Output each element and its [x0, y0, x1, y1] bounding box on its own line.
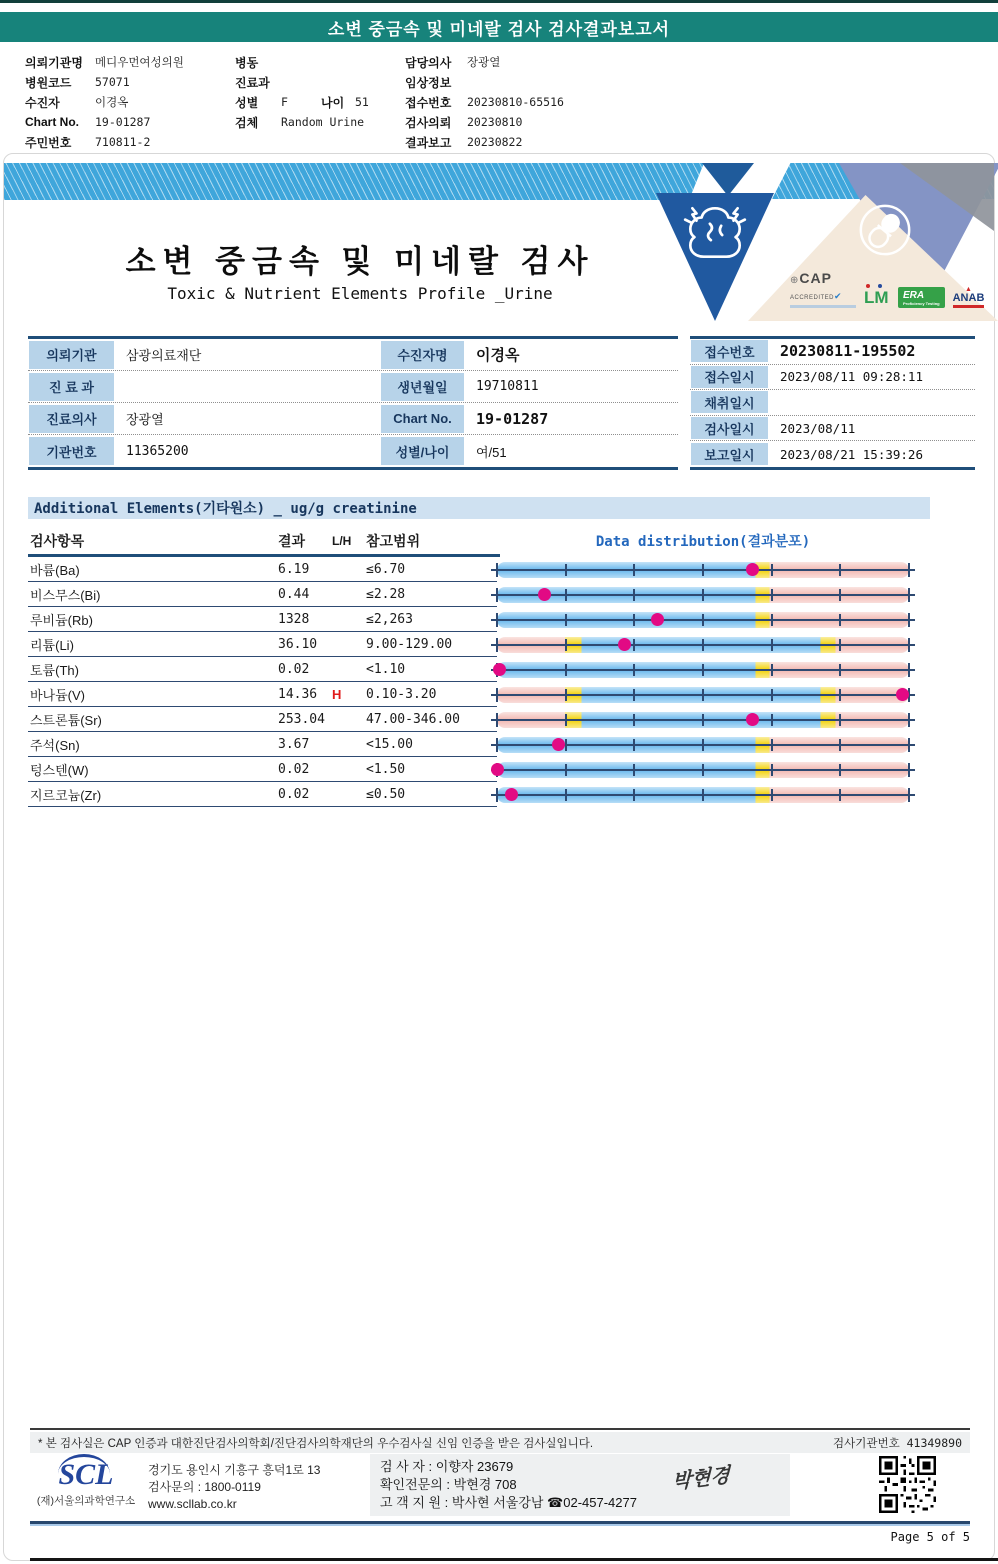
footer-rule [30, 1521, 970, 1526]
lab-address-block [148, 1462, 320, 1513]
bar-tick [702, 789, 704, 801]
bar-tick [839, 714, 841, 726]
bar-tick [908, 638, 910, 652]
col-header-distribution: Data distribution(결과분포) [595, 534, 811, 550]
bar-tick [565, 589, 567, 601]
bottom-border [30, 1558, 998, 1561]
field-value: 20230822 [467, 135, 523, 149]
check-icon: ✔ [834, 291, 842, 301]
accreditation-logos [790, 271, 984, 308]
field-label: 진료과 [235, 75, 270, 90]
cap-accredited-text: ACCREDITED [790, 295, 835, 301]
table-row [28, 682, 922, 707]
capsule-icon [856, 201, 914, 259]
bar-tick [771, 614, 773, 626]
field-value: 51 [355, 95, 369, 109]
row-text [28, 582, 497, 607]
era-logo: ERA Proficiency Testing [898, 287, 945, 308]
bar-tick [771, 789, 773, 801]
element-name: 텅스텐(W) [30, 762, 89, 778]
distribution-zone [497, 632, 909, 657]
bar-tick [633, 639, 635, 651]
distribution-bar [497, 712, 909, 728]
patient-header-col2 [235, 52, 403, 132]
distribution-zone [497, 557, 909, 582]
field-label: 담당의사 [405, 55, 452, 70]
distribution-bar [497, 662, 909, 678]
patient-header-col3 [405, 52, 705, 152]
cell-label: Chart No. [381, 405, 464, 433]
result-value: 36.10 [278, 636, 318, 652]
certification-note [30, 1432, 970, 1453]
distribution-bar [497, 787, 909, 803]
bar-tick [702, 639, 704, 651]
bar-tick [839, 689, 841, 701]
table-row [28, 607, 922, 632]
bar-tick [633, 789, 635, 801]
distribution-bar [497, 612, 909, 628]
lm-logo: LM [864, 288, 890, 308]
field-label: 검체 [235, 115, 259, 130]
result-value: 14.36 [278, 686, 318, 702]
element-name: 주석(Sn) [30, 737, 80, 753]
table-row [690, 390, 975, 416]
cell-value: 19710811 [476, 379, 539, 394]
distribution-zone [497, 582, 909, 607]
bar-tick [565, 664, 567, 676]
bar-tick [839, 764, 841, 776]
section-title: Additional Elements(기타원소) _ ug/g creatinine [34, 501, 417, 517]
field-label: 수진자 [25, 95, 60, 110]
table-row [28, 657, 922, 682]
cell-value: 20230811-195502 [780, 342, 916, 361]
cell-label: 접수일시 [691, 366, 768, 388]
reference-range: ≤2.28 [366, 586, 406, 602]
lh-flag: H [332, 686, 342, 702]
table-row [28, 632, 922, 657]
field-label: 접수번호 [405, 95, 452, 110]
bar-tick [633, 689, 635, 701]
field-label: 임상정보 [405, 75, 452, 90]
cell-value: 2023/08/21 15:39:26 [780, 446, 923, 462]
bar-tick [908, 763, 910, 777]
field-value: 710811-2 [95, 135, 151, 149]
bar-tick [908, 588, 910, 602]
table-row [28, 782, 922, 807]
bar-tick [496, 563, 498, 577]
field-label: 병원코드 [25, 75, 72, 90]
note-text: * 본 검사실은 CAP 인증과 대한진단검사의학회/진단검사의학재단의 우수검사실 신임 인증을 받은 검사실입니다. [38, 1437, 594, 1450]
element-name: 루비듐(Rb) [30, 612, 93, 628]
field-value: 20230810 [467, 115, 523, 129]
lab-org-name: (재)서울의과학연구소 [36, 1495, 136, 1507]
distribution-bar [497, 762, 909, 778]
bar-tick [633, 664, 635, 676]
reference-range: ≤2,263 [366, 611, 413, 627]
table-row [28, 371, 678, 403]
table-row [690, 365, 975, 391]
cell-value: 2023/08/11 [780, 420, 856, 436]
reference-range: 9.00-129.00 [366, 636, 453, 652]
results-rows [28, 557, 922, 807]
page-title: 소변 중금속 및 미네랄 검사 [125, 244, 595, 279]
distribution-zone [497, 732, 909, 757]
element-name: 리튬(Li) [30, 637, 74, 653]
field-value: 장광열 [467, 57, 501, 69]
cap-gear-icon: ⊕ [790, 275, 799, 286]
table-row [28, 707, 922, 732]
order-info-table [28, 336, 678, 470]
bar-tick [771, 639, 773, 651]
bar-tick [702, 689, 704, 701]
cell-label: 검사일시 [691, 417, 768, 439]
cell-value: 여/51 [476, 444, 507, 460]
row-text [28, 632, 497, 657]
bar-tick [908, 663, 910, 677]
bar-tick [496, 688, 498, 702]
report-title-bar [0, 12, 998, 42]
row-text [28, 757, 497, 782]
reference-range: 0.10-3.20 [366, 686, 437, 702]
row-text [28, 557, 497, 582]
distribution-zone [497, 657, 909, 682]
bar-tick [633, 589, 635, 601]
reference-range: 47.00-346.00 [366, 711, 460, 727]
bar-tick [839, 739, 841, 751]
distribution-zone [497, 682, 909, 707]
distribution-bar [497, 562, 909, 578]
bar-tick [771, 564, 773, 576]
cell-label: 진료의사 [29, 405, 114, 433]
bar-tick [908, 563, 910, 577]
cell-value: 삼광의료재단 [126, 348, 202, 363]
footer [30, 1456, 970, 1519]
lab-phone: 검사문의 : 1800-0119 [148, 1480, 261, 1494]
cap-logo-text: CAP [799, 270, 832, 286]
field-label: 병동 [235, 55, 259, 70]
examiner-name: 이향자 23679 [435, 1459, 514, 1474]
bar-tick [565, 689, 567, 701]
col-header-flag: L/H [332, 534, 352, 548]
reference-range: <15.00 [366, 736, 413, 752]
results-table [28, 528, 922, 807]
element-name: 바륨(Ba) [30, 562, 80, 578]
staff-box [370, 1454, 790, 1516]
cell-value: 19-01287 [476, 409, 549, 428]
report-title: 소변 중금속 및 미네랄 검사 검사결과보고서 [327, 19, 671, 39]
field-label: 검사의뢰 [405, 115, 452, 130]
element-name: 스트론튬(Sr) [30, 712, 102, 728]
support-label: 고 객 지 원 : [380, 1495, 449, 1510]
bar-tick [771, 664, 773, 676]
scl-logo-text: SCL [58, 1458, 114, 1491]
bar-tick [771, 689, 773, 701]
element-name: 토륨(Th) [30, 662, 79, 678]
top-border [0, 0, 998, 3]
table-row [690, 441, 975, 467]
result-value: 253.04 [278, 711, 325, 727]
result-dot [746, 713, 759, 726]
bar-tick [702, 664, 704, 676]
bar-tick [565, 764, 567, 776]
cell-label: 성별/나이 [381, 437, 464, 465]
cell-label: 기관번호 [29, 437, 114, 465]
bar-tick [633, 614, 635, 626]
cell-label: 진 료 과 [29, 373, 114, 401]
bar-tick [908, 613, 910, 627]
cap-logo [790, 271, 856, 308]
bar-tick [771, 714, 773, 726]
section-header [28, 497, 930, 519]
bar-tick [771, 589, 773, 601]
field-value: 19-01287 [95, 115, 151, 129]
cell-label: 생년월일 [381, 373, 464, 401]
bar-tick [702, 739, 704, 751]
row-text [28, 607, 497, 632]
bar-tick [908, 713, 910, 727]
page-subtitle: Toxic & Nutrient Elements Profile _Urine [167, 284, 553, 303]
lab-org-number: 검사기관번호 41349890 [833, 1435, 962, 1450]
bar-tick [839, 564, 841, 576]
footer-divider [30, 1428, 970, 1430]
row-text [28, 732, 497, 757]
field-label: 성별 [235, 95, 259, 110]
bar-tick [771, 764, 773, 776]
field-label: 의뢰기관명 [25, 55, 83, 70]
result-dot [493, 663, 506, 676]
reference-range: <1.50 [366, 761, 406, 777]
row-text [28, 707, 497, 732]
result-value: 1328 [278, 611, 310, 627]
cell-label: 채취일시 [691, 391, 768, 413]
table-row [28, 339, 678, 371]
result-value: 0.44 [278, 586, 310, 602]
flame-icon: ▲ [965, 286, 972, 293]
field-label: 주민번호 [25, 135, 72, 150]
result-value: 3.67 [278, 736, 310, 752]
bar-tick [633, 564, 635, 576]
bar-tick [496, 588, 498, 602]
cell-label: 접수번호 [691, 340, 768, 362]
table-row [690, 416, 975, 442]
element-name: 바나듐(V) [30, 687, 86, 703]
table-row [28, 435, 678, 467]
bar-tick [565, 639, 567, 651]
col-header-range: 참고범위 [366, 533, 421, 549]
result-value: 6.19 [278, 561, 310, 577]
cell-label: 의뢰기관 [29, 341, 114, 369]
scl-logo-arc [58, 1454, 110, 1474]
result-value: 0.02 [278, 761, 310, 777]
row-text [28, 657, 497, 682]
scl-logo [36, 1458, 136, 1508]
anab-logo: ▲ ANAB [953, 286, 985, 308]
bar-tick [633, 739, 635, 751]
table-row [28, 582, 922, 607]
reference-range: ≤0.50 [366, 786, 406, 802]
table-row [28, 757, 922, 782]
row-text [28, 782, 497, 807]
reference-range: <1.10 [366, 661, 406, 677]
bar-tick [702, 564, 704, 576]
bar-tick [565, 614, 567, 626]
cell-value: 2023/08/11 09:28:11 [780, 369, 923, 385]
distribution-zone [497, 782, 909, 807]
field-value: 57071 [95, 75, 130, 89]
bar-tick [496, 638, 498, 652]
qr-code [879, 1456, 936, 1513]
field-label: 나이 [321, 95, 345, 110]
row-text [28, 682, 497, 707]
bar-tick [839, 639, 841, 651]
distribution-bar [497, 737, 909, 753]
signature: 박현경 [672, 1464, 730, 1494]
bar-tick [496, 713, 498, 727]
cell-label: 수진자명 [381, 341, 464, 369]
bar-tick [908, 788, 910, 802]
result-dot [746, 563, 759, 576]
patient-header [0, 50, 998, 154]
bar-tick [839, 614, 841, 626]
result-dot [538, 588, 551, 601]
col-header-item: 검사항목 [30, 533, 85, 549]
bar-tick [839, 664, 841, 676]
element-name: 비스무스(Bi) [30, 587, 101, 603]
bar-tick [496, 788, 498, 802]
bar-tick [702, 614, 704, 626]
table-row [28, 403, 678, 435]
lab-website[interactable]: www.scllab.co.kr [148, 1497, 237, 1511]
bar-tick [702, 714, 704, 726]
bar-tick [496, 613, 498, 627]
confirmer-label: 확인전문의 : [380, 1477, 451, 1492]
cell-label: 보고일시 [691, 443, 768, 465]
bar-tick [633, 714, 635, 726]
distribution-zone [497, 607, 909, 632]
patient-header-col1 [25, 52, 233, 152]
result-value: 0.02 [278, 786, 310, 802]
result-dot [491, 763, 504, 776]
receipt-info-table [690, 336, 975, 470]
cell-value: 11365200 [126, 443, 189, 459]
field-label: Chart No. [25, 115, 79, 129]
bar-tick [908, 738, 910, 752]
bar-tick [839, 789, 841, 801]
field-value: 메디우먼여성의원 [95, 57, 184, 69]
bar-tick [839, 589, 841, 601]
page-number: Page 5 of 5 [890, 1530, 970, 1544]
examiner-label: 검 사 자 : [380, 1459, 433, 1474]
field-value: 20230810-65516 [467, 95, 564, 109]
col-header-result: 결과 [278, 533, 306, 549]
distribution-bar [497, 687, 909, 703]
support-contact: 박사현 서울강남 ☎02-457-4277 [451, 1495, 637, 1510]
bar-tick [702, 589, 704, 601]
element-name: 지르코늄(Zr) [30, 787, 102, 803]
reference-range: ≤6.70 [366, 561, 406, 577]
table-row [28, 732, 922, 757]
bar-tick [496, 738, 498, 752]
cell-value: 장광열 [126, 412, 164, 427]
confirmer-name: 박현경 708 [453, 1477, 517, 1492]
field-value: 이경옥 [95, 97, 129, 109]
field-label: 결과보고 [405, 135, 452, 150]
distribution-bar [497, 587, 909, 603]
striped-band [4, 163, 704, 200]
distribution-zone [497, 757, 909, 782]
bar-tick [771, 739, 773, 751]
navy-triangle [702, 163, 754, 196]
lab-address: 경기도 용인시 기흥구 흥덕1로 13 [148, 1463, 321, 1477]
field-value: F [281, 95, 288, 109]
field-value: Random Urine [281, 115, 365, 129]
distribution-bar [497, 637, 909, 653]
bar-tick [702, 764, 704, 776]
bar-tick [565, 564, 567, 576]
bar-tick [633, 764, 635, 776]
cell-value: 이경옥 [476, 347, 520, 364]
result-dot [505, 788, 518, 801]
result-value: 0.02 [278, 661, 310, 677]
table-row [28, 557, 922, 582]
bar-tick [565, 714, 567, 726]
table-row [690, 339, 975, 365]
distribution-zone [497, 707, 909, 732]
bar-tick [565, 789, 567, 801]
results-header-row [28, 528, 922, 554]
